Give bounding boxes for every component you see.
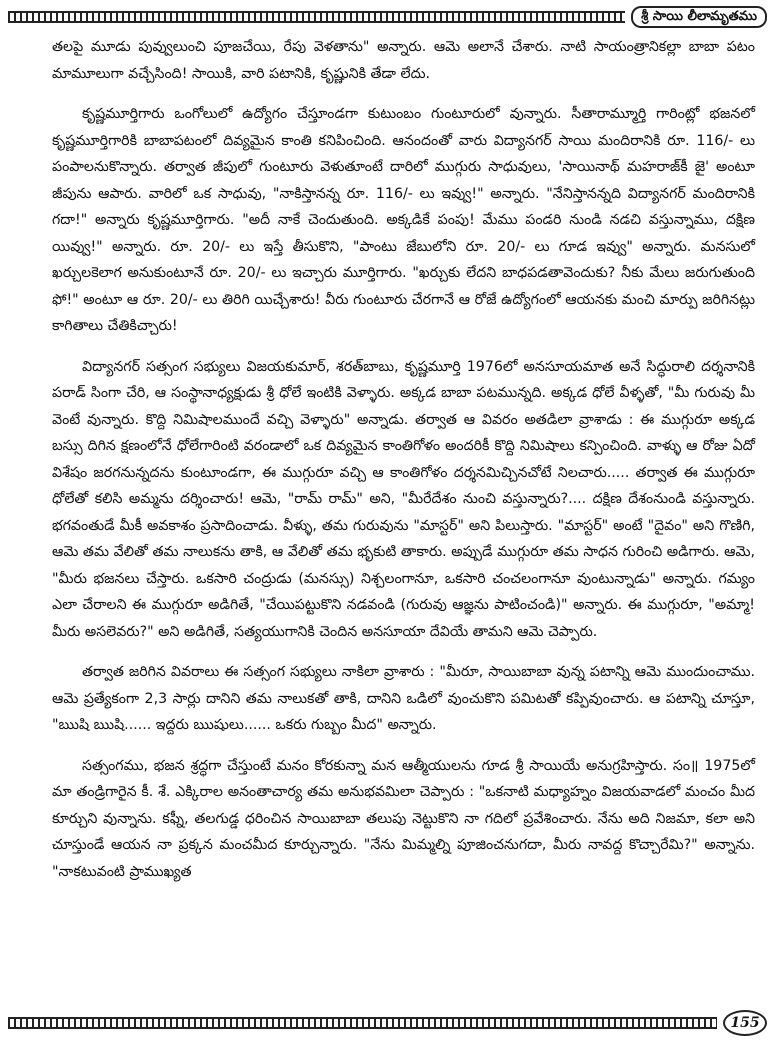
header-band	[8, 6, 767, 28]
paragraph-3: విద్యానగర్ సత్సంగ సభ్యులు విజయకుమార్, శరత్‌బాబు, కృష్ణమూర్తి 1976లో అనసూయమాత అనే సిద్ధురాలి దర్శనానికి పరాడ్ సింగా చేరి, ఆ సంస్థానాధ్యక్షుడు శ్రీ ధోలే ఇంటికి వెళ్ళారు. అక్కడ బాబా పటమున్నది. అక్కడ ధోలే వీళ్ళతో, "మీ గురువు మీ వెంటే వున్నారు. కొద్ది నిమిషాలముందే వచ్చి వెళ్ళారు" అన్నాడు. తర్వాత ఆ వివరం అతడిలా వ్రాశాడు : ఈ ముగ్గురూ అక్కడ బస్సు దిగిన క్షణంలోనే ధోలేగారింటి వరండాలో ఒక దివ్యమైన కాంతిగోళం అందరికీ కొద్ది నిమిషాలు కన్పించింది. వాళ్ళు ఆ రోజు ఏదో విశేషం జరగనున్నదను కుంటూండగా, ఈ ముగ్గురూ వచ్చి ఆ కాంతిగోళం దర్శనమిచ్చినచోటే నిలచారు..... తర్వాత ఈ ముగ్గురూ ధోలేతో కలిసి అమ్మను దర్శించారు! ఆమె, "రామ్ రామ్" అని, "మీరేదేశం నుంచి వస్తున్నారు?.... దక్షిణ దేశంనుండి వస్తున్నారు. భగవంతుడే మీకీ అవకాశం ప్రసాదించాడు. వీళ్ళు, తమ గురువును "మాస్టర్" అని పిలుస్తారు. "మాస్టర్" అంటే "దైవం" అని గొణిగి, ఆమె తమ వేలితో తమ నాలుకను తాకి, ఆ వేలితో తమ భృకుటి తాకారు. అప్పుడే ముగ్గురూ తమ సాధన గురించి అడిగారు. ఆమె, "మీరు భజనలు చేస్తారు. ఒకసారి చంద్రుడు (మనస్సు) నిశ్చలంగానూ, ఒకసారి చంచలంగానూ వుంటున్నాడు" అన్నారు. గమ్యం ఎలా చేరాలని ఈ ముగ్గురూ అడిగితే, "చేయిపట్టుకొని నడవండి (గురువు ఆజ్ఞను పాటించండి)" అన్నారు. ఈ ముగ్గురూ, "అమ్మా! మీరు అసలెవరు?" అని అడిగితే, సత్యయుగానికి చెందిన అనసూయా దేవియే తామని ఆమె చెప్పారు.	[52, 358, 755, 640]
paragraph-4: తర్వాత జరిగిన వివరాలు ఈ సత్సంగ సభ్యులు నాకిలా వ్రాశారు : "మీరూ, సాయిబాబా వున్న పటాన్ని ఆమె ముందుంచాము. ఆమె ప్రత్యేకంగా 2,3 సార్లు దానిని తమ నాలుకతో తాకి, దానిని ఒడిలో వుంచుకొని పమిటతో కప్పివుంచారు. ఆ పటాన్ని చూస్తూ, "ఋషి ఋషి...... ఇద్దరు ఋషులు...... ఒకరు గుబ్బం మీద" అన్నారు.	[52, 664, 755, 733]
decorative-border-top	[8, 11, 625, 23]
paragraph-1: తలపై మూడు పువ్వులుంచి పూజచేయి, రేపు వెళతాను" అన్నారు. ఆమె అలానే చేశారు. నాటి సాయంత్రానికల్లా బాబా పటం మామూలుగా వచ్చేసింది! సాయికి, వారి పటానికి, కృష్ణునికి తేడా లేదు.	[52, 39, 755, 82]
running-title: శ్రీ సాయి లీలామృతము	[631, 6, 767, 28]
footer-band	[8, 1010, 767, 1036]
paragraph-2: కృష్ణమూర్తిగారు ఒంగోలులో ఉద్యోగం చేస్తూండగా కుటుంబం గుంటూరులో వున్నారు. సీతారామ్మూర్తి గారింట్లో భజనలో కృష్ణమూర్తిగారికి బాబాపటంలో దివ్యమైన కాంతి కనిపించింది. ఆనందంతో వారు విద్యానగర్ సాయి మందిరానికి రూ. 116/- లు పంపాలనుకొన్నారు. తర్వాత జీపులో గుంటూరు వెళుతూంటే దారిలో ముగ్గురు సాధువులు, 'సాయినాథ్ మహరాజ్‌కీ జై' అంటూ జీపును ఆపారు. వారిలో ఒక సాధువు, "నాకిస్తానన్న రూ. 116/- లు ఇవ్వు!" అన్నారు. "నేనిస్తానన్నది విద్యానగర్ మందిరానికి గదా!" అన్నారు కృష్ణమూర్తిగారు. "అదీ నాకే చెందుతుంది. అక్కడికే పంపు! మేము పండరి నుండి నడచి వస్తున్నాము, దక్షిణ యివ్వు!" అన్నారు. రూ. 20/- లు ఇస్తే తీసుకొని, "పాంటు జేబులోని రూ. 20/- లు గూడ ఇవ్వు" అన్నారు. మనసులో ఖర్చులకెలాగ అనుకుంటూనే రూ. 20/- లు ఇచ్చారు మూర్తిగారు. "ఖర్చుకు లేదని బాధపడతావెందుకు? నీకు మేలు జరుగుతుంది ఫో!" అంటూ ఆ రూ. 20/- లు తిరిగి యిచ్చేశారు! వీరు గుంటూరు చేరగానే ఆ రోజే ఉద్యోగంలో ఆయనకు మంచి మార్పు జరిగినట్లు కాగితాలు చేతికిచ్చారు!	[52, 106, 755, 334]
paragraph-5: సత్సంగము, భజన శ్రద్ధగా చేస్తుంటే మనం కోరకున్నా మన ఆత్మీయులను గూడ శ్రీ సాయియే అనుగ్రహిస్తారు. సం॥ 1975లో మా తండ్రిగారైన కీ. శే. ఎక్కిరాల అనంతాచార్య తమ అనుభవమిలా చెప్పారు : "ఒకనాటి మధ్యాహ్నం విజయవాడలో మంచం మీద కూర్చుని వున్నాను. కఫ్నీ, తలగుడ్డ ధరించిన సాయిబాబా తలుపు నెట్టుకొని నా గదిలో ప్రవేశించారు. నేను అది నిజమా, కలా అని చూస్తుండే ఆయన నా ప్రక్కన మంచమీద కూర్చున్నారు. "నేను మిమ్మల్ని పూజించనుగదా, మీరు నావద్ద కొచ్చారేమి?" అన్నాను. "నాకటువంటి ప్రాముఖ్యత	[52, 757, 755, 880]
decorative-border-bottom	[8, 1017, 717, 1029]
page-number: 155	[723, 1010, 767, 1036]
page-body	[52, 34, 755, 899]
